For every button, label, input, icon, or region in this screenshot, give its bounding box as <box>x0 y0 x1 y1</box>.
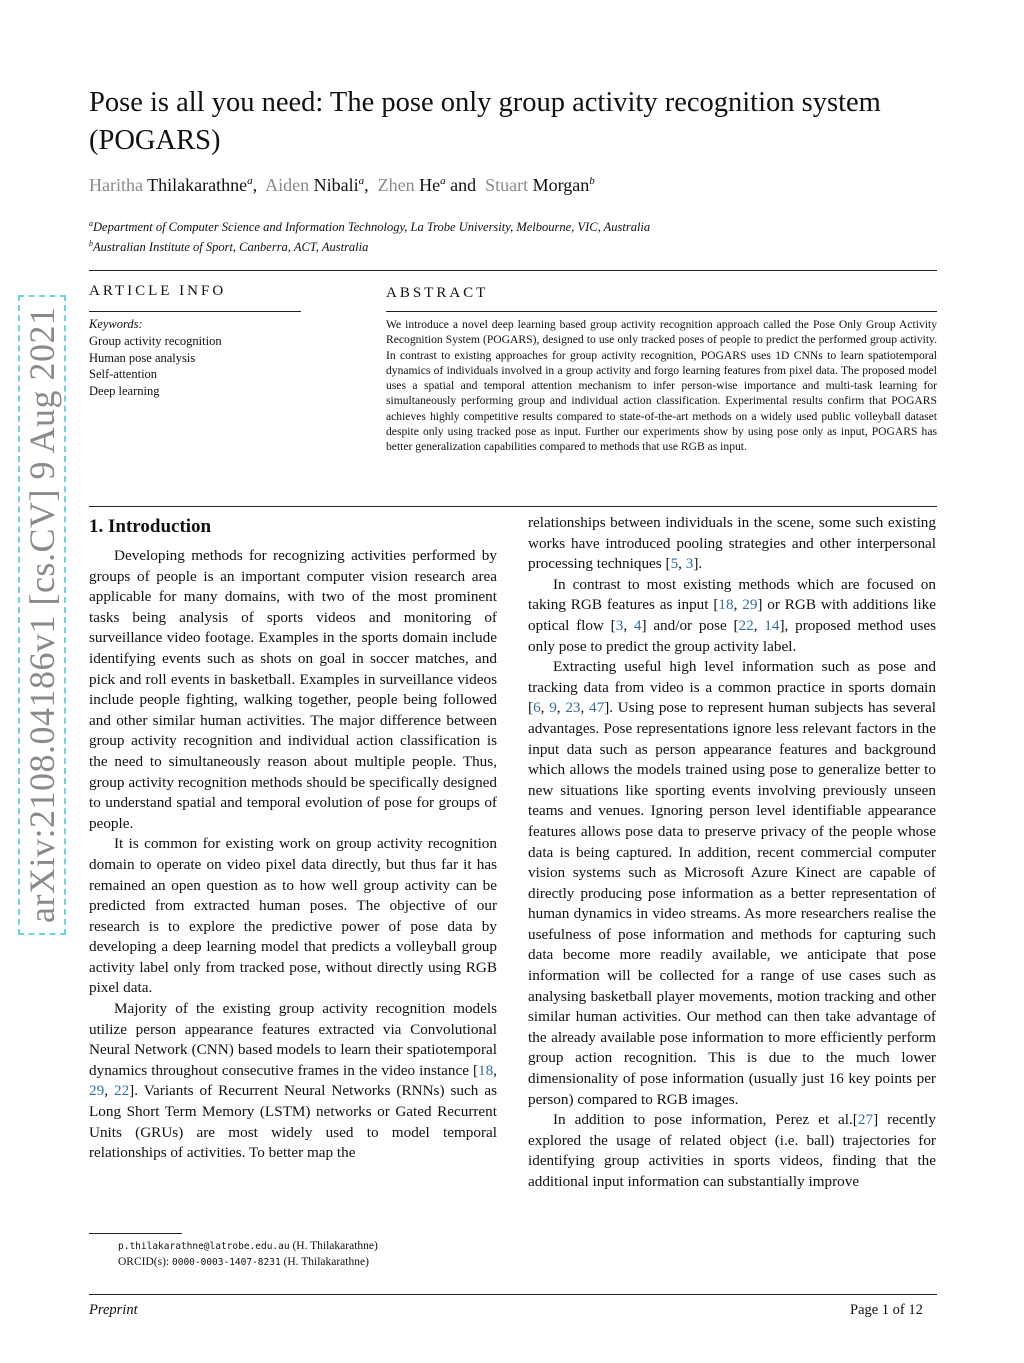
citation-link[interactable]: 22 <box>738 616 754 634</box>
orcid-link[interactable]: 0000-0003-1407-8231 <box>172 1257 281 1268</box>
article-info-heading: ARTICLE INFO <box>89 283 227 299</box>
keyword: Human pose analysis <box>89 350 196 365</box>
author[interactable]: Haritha Thilakarathne$^a$ <box>89 175 253 195</box>
affiliation: $^b$Australian Institute of Sport, Canberra, ACT, Australia <box>89 239 369 255</box>
citation-link[interactable]: 3 <box>685 555 694 573</box>
citation-link[interactable]: 29 <box>89 1082 105 1100</box>
footer-preprint: Preprint <box>89 1302 138 1318</box>
author-list: Haritha Thilakarathne$^a$, Aiden Nibali$^a$, Zhen He$^a$ and Stuart Morgan$^b$ <box>89 175 595 195</box>
citation-link[interactable]: 29 <box>742 596 758 614</box>
keywords-label: Keywords: <box>89 317 143 331</box>
citation-link[interactable]: 14 <box>764 616 780 634</box>
author[interactable]: Zhen He$^a$ <box>377 175 446 195</box>
keyword: Group activity recognition <box>89 334 222 348</box>
affiliation: $^a$Department of Computer Science and Information Technology, La Trobe University, Melbourne, VIC, Australia <box>89 219 651 235</box>
paragraph: Majority of the existing group activity recognition models utilize person appearance features extracted via Convolutional Neural Network (CNN) based models to learn their spatiotemporal dynamics throughout consecutive frames in the video instance [18, 29, 22]. Variants of Recurrent Neural Networks (RNNs) such as Long Short Term Memory (LSTM) networks or Gated Recurrent Units (GRUs) are most widely used to model temporal relationships of activities. To better map the <box>89 1000 497 1162</box>
footnote-email: p.thilakarathne@latrobe.edu.au (H. Thilakarathne) <box>118 1240 378 1252</box>
keyword-list <box>89 333 222 399</box>
author[interactable]: Aiden Nibali$^a$ <box>265 175 365 195</box>
email-link[interactable]: p.thilakarathne@latrobe.edu.au <box>118 1241 290 1252</box>
citation-link[interactable]: 18 <box>478 1061 494 1079</box>
abstract-rule <box>386 311 937 312</box>
paragraph: It is common for existing work on group activity recognition domain to operate on video pixel data directly, but thus far it has remained an open question as to how well group activity can be predicted from extracted human poses. The objective of our research is to explore the predictive power of pose data by developing a deep learning model that predicts a volleyball group activity label only from tracked pose, without directly using RGB pixel data. <box>89 835 497 997</box>
citation-link[interactable]: 5 <box>670 555 679 573</box>
citation-link[interactable]: 4 <box>633 616 642 634</box>
abstract-text: We introduce a novel deep learning based group activity recognition approach called the Pose Only Group Activity Recognition System (POGARS), designed to use only tracked poses of people to predict the performed group activity. In contrast to existing approaches for group activity recognition, POGARS uses 1D CNNs to learn spatiotemporal dynamics of individuals involved in a group activity and forgo learning features from pixel data. The proposed model uses a spatial and temporal attention mechanism to infer person-wise importance and multi-task learning for simultaneously performing group and individual action classification. Experimental results confirm that POGARS achieves highly competitive results compared to state-of-the-art methods on a widely used public volleyball dataset despite only using tracked pose as input. Further our experiments show by using pose only as input, POGARS has better generalization capabilities compared to methods that use RGB as input. <box>386 318 937 454</box>
citation-link[interactable]: 23 <box>565 699 581 717</box>
citation-link[interactable]: 22 <box>113 1082 130 1100</box>
footnote-rule <box>89 1233 182 1234</box>
footnote-orcid: ORCID(s): 0000-0003-1407-8231 (H. Thilakarathne) <box>118 1256 369 1268</box>
citation-link[interactable]: 47 <box>589 699 605 717</box>
keyword: Self-attention <box>89 367 158 381</box>
paragraph: Extracting useful high level information such as pose and tracking data from video is a common practice in sports domain [6, 9, 23, 47]. Using pose to represent human subjects has several advantages. Pose representations ignore less relevant factors in the input data such as person appearance features and background which allows the models trained using pose to generalize better to new situations like sporting events involving previously unseen teams and venues. Ignoring person level identifiable appearance features allows pose data to preserve privacy of the people whose data is being captured. In addition, recent commercial computer vision systems such as Microsoft Azure Kinect are capable of directly producing pose information as a better representation of human dynamics in video streams. As more researchers realise the usefulness of pose information and methods for capturing such data become more readily available, we anticipate that pose information will be collected for a range of use cases such as analysing basketball player movements, motion tracking and other similar human activities. Our method can then take advantage of the already available pose information to more efficiently perform group action recognition. This is due to the much lower dimensionality of pose information (usually just 16 key points per person) compared to RGB images. <box>528 658 937 1108</box>
citation-link[interactable]: 3 <box>615 616 624 634</box>
article-info-rule <box>89 311 301 312</box>
paragraph: relationships between individuals in the scene, some such existing works have introduced pooling strategies and other interpersonal processing techniques [5, 3]. <box>528 514 936 573</box>
footer-divider <box>89 1294 937 1295</box>
left-column <box>89 546 497 1164</box>
paragraph: Developing methods for recognizing activities performed by groups of people is an important computer vision research area applicable for many domains, with two of the most prominent tasks being analysis of sports videos and monitoring of surveillance video footage. Examples in the sports domain include identifying events such as shots on goal in soccer matches, and pick and roll events in basketball. Examples in surveillance videos include people fighting, walking together, people being followed and other similar human activities. The major difference between group activity recognition and individual action classification is the need to simultaneously reason about multiple people. Thus, group activity recognition methods should be specifically designed to understand spatial and temporal evolution of pose for groups of people. <box>89 547 497 832</box>
header-divider <box>89 270 937 271</box>
keyword: Deep learning <box>89 383 160 398</box>
page-number: Page 1 of 12 <box>850 1302 923 1318</box>
paper-title: Pose is all you need: The pose only group activity recognition system (POGARS) <box>89 87 881 156</box>
paragraph: In contrast to most existing methods which are focused on taking RGB features as input [18, 29] or RGB with additions like optical flow [3, 4] and/or pose [22, 14], proposed method uses only pose to predict the group activity label. <box>528 575 937 655</box>
right-column <box>528 513 936 1193</box>
author[interactable]: Stuart Morgan$^b$ <box>485 175 595 195</box>
paragraph: In addition to pose information, Perez et al.[27] recently explored the usage of related object (i.e. ball) trajectories for identifying group activities in sports videos, finding that the additional input information can substantially improve <box>528 1111 936 1190</box>
citation-link[interactable]: 27 <box>857 1111 874 1129</box>
section-heading-introduction: 1. Introduction <box>89 516 212 537</box>
abstract-divider <box>89 506 937 507</box>
arxiv-identifier[interactable]: arXiv:2108.04186v1 [cs.CV] 9 Aug 2021 <box>18 295 66 935</box>
abstract-heading: ABSTRACT <box>386 285 489 301</box>
citation-link[interactable]: 9 <box>549 699 557 717</box>
citation-link[interactable]: 6 <box>533 699 541 717</box>
citation-link[interactable]: 18 <box>718 596 734 614</box>
